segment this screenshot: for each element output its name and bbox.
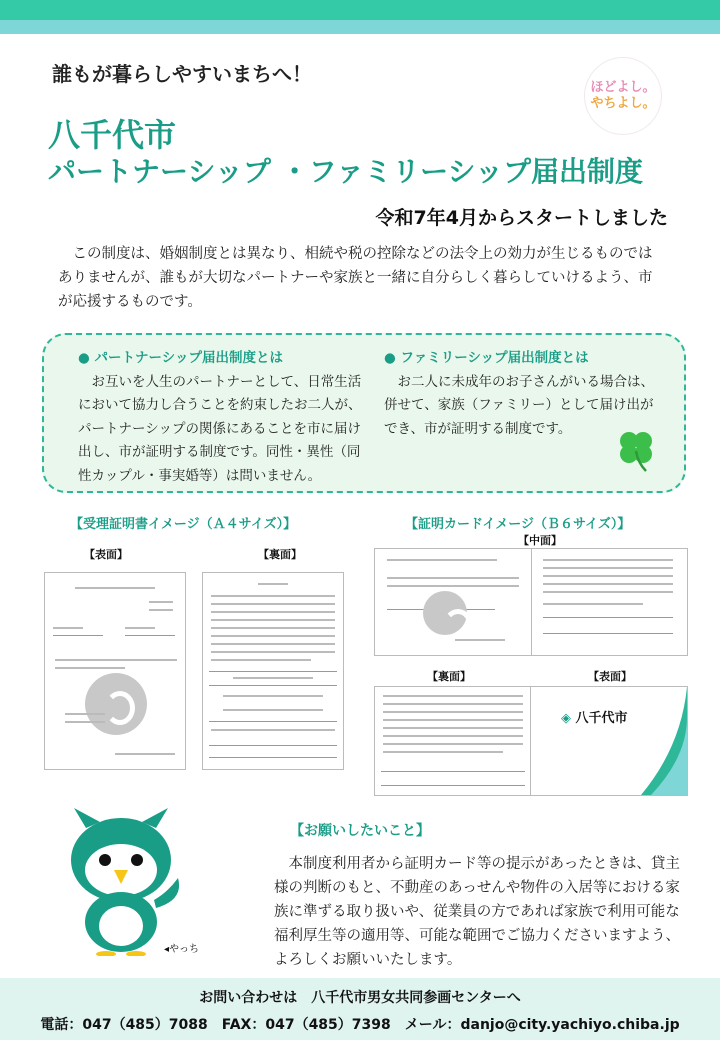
contact-details: 電話：047（485）7088 FAX：047（485）7398 メール：danjo@city.yachiyo.chiba.jp	[40, 1017, 680, 1033]
logo-line2: やちよし。	[590, 96, 656, 111]
cert-back-label: 【裏面】	[258, 548, 302, 561]
card-inside-image	[374, 548, 688, 656]
cert-image-title: 【受理証明書イメージ（Ａ４サイズ）】	[70, 517, 297, 532]
cert-back-image	[202, 572, 344, 770]
card-back-image	[374, 686, 532, 796]
card-city-name: ◈ 八千代市	[561, 711, 628, 726]
request-heading: 【お願いしたいこと】	[290, 823, 430, 839]
info-box	[42, 333, 686, 493]
cert-front-image	[44, 572, 186, 770]
watermark-icon	[85, 673, 147, 735]
clover-icon	[616, 429, 656, 473]
partnership-column	[78, 347, 368, 488]
bullet-icon: ●	[384, 350, 401, 366]
mascot-name: ◂やっち	[164, 944, 200, 955]
familyship-body: お二人に未成年のお子さんがいる場合は、併せて、家族（ファミリー）として届け出ができ、市が証明する制度です。	[384, 373, 654, 437]
city-mark-icon: ◈	[561, 711, 571, 726]
partnership-body: お互いを人生のパートナーとして、日常生活において協力し合うことを約束したお二人が、パートナーシップの関係にあることを市に届け出し、市が証明する制度です。同性・異性（同性カップル・事実婚等）は問いません。	[78, 373, 362, 484]
start-date: 令和7年4月からスタートしました	[375, 207, 668, 229]
card-image-title: 【証明カードイメージ（Ｂ６サイズ）】	[405, 517, 631, 532]
logo-line1: ほどよし。	[590, 80, 656, 95]
mascot-yacchi	[56, 808, 186, 956]
page-title-system: パートナーシップ ・ファミリーシップ届出制度	[48, 155, 643, 188]
contact-footer	[0, 978, 720, 1040]
card-front-image	[530, 686, 688, 796]
request-body: 本制度利用者から証明カード等の提示があったときは、貸主様の判断のもと、不動産のあっせんや物件の入居等における家族に準ずる取り扱いや、従業員の方であれば家族で利用可能な福利厚生等の適用等、可能な範囲でご協力くださいますよう、よろしくお願いいたします。	[274, 856, 680, 968]
tagline: 誰もが暮らしやすいまちへ！	[52, 62, 312, 86]
partnership-heading: ● パートナーシップ届出制度とは	[78, 350, 283, 366]
intro-text: この制度は、婚姻制度とは異なり、相続や税の控除などの法令上の効力が生じるものではありませんが、誰もが大切なパートナーや家族と一緒に自分らしく暮らしていけるよう、市が応援するものです。	[58, 246, 653, 310]
familyship-heading: ● ファミリーシップ届出制度とは	[384, 350, 589, 366]
top-band-light	[0, 20, 720, 34]
card-front-label: 【表面】	[588, 670, 632, 683]
city-slogan-logo	[585, 58, 661, 134]
page-title-city: 八千代市	[48, 116, 177, 154]
card-inside-label: 【中面】	[518, 534, 562, 547]
contact-title: お問い合わせは 八千代市男女共同参画センターへ	[199, 990, 521, 1006]
card-swoosh	[531, 687, 687, 795]
cert-front-label: 【表面】	[84, 548, 128, 561]
card-back-label: 【裏面】	[427, 670, 471, 683]
bullet-icon: ●	[78, 350, 95, 366]
top-band	[0, 0, 720, 20]
familyship-column	[384, 347, 664, 441]
watermark-icon	[423, 591, 467, 635]
